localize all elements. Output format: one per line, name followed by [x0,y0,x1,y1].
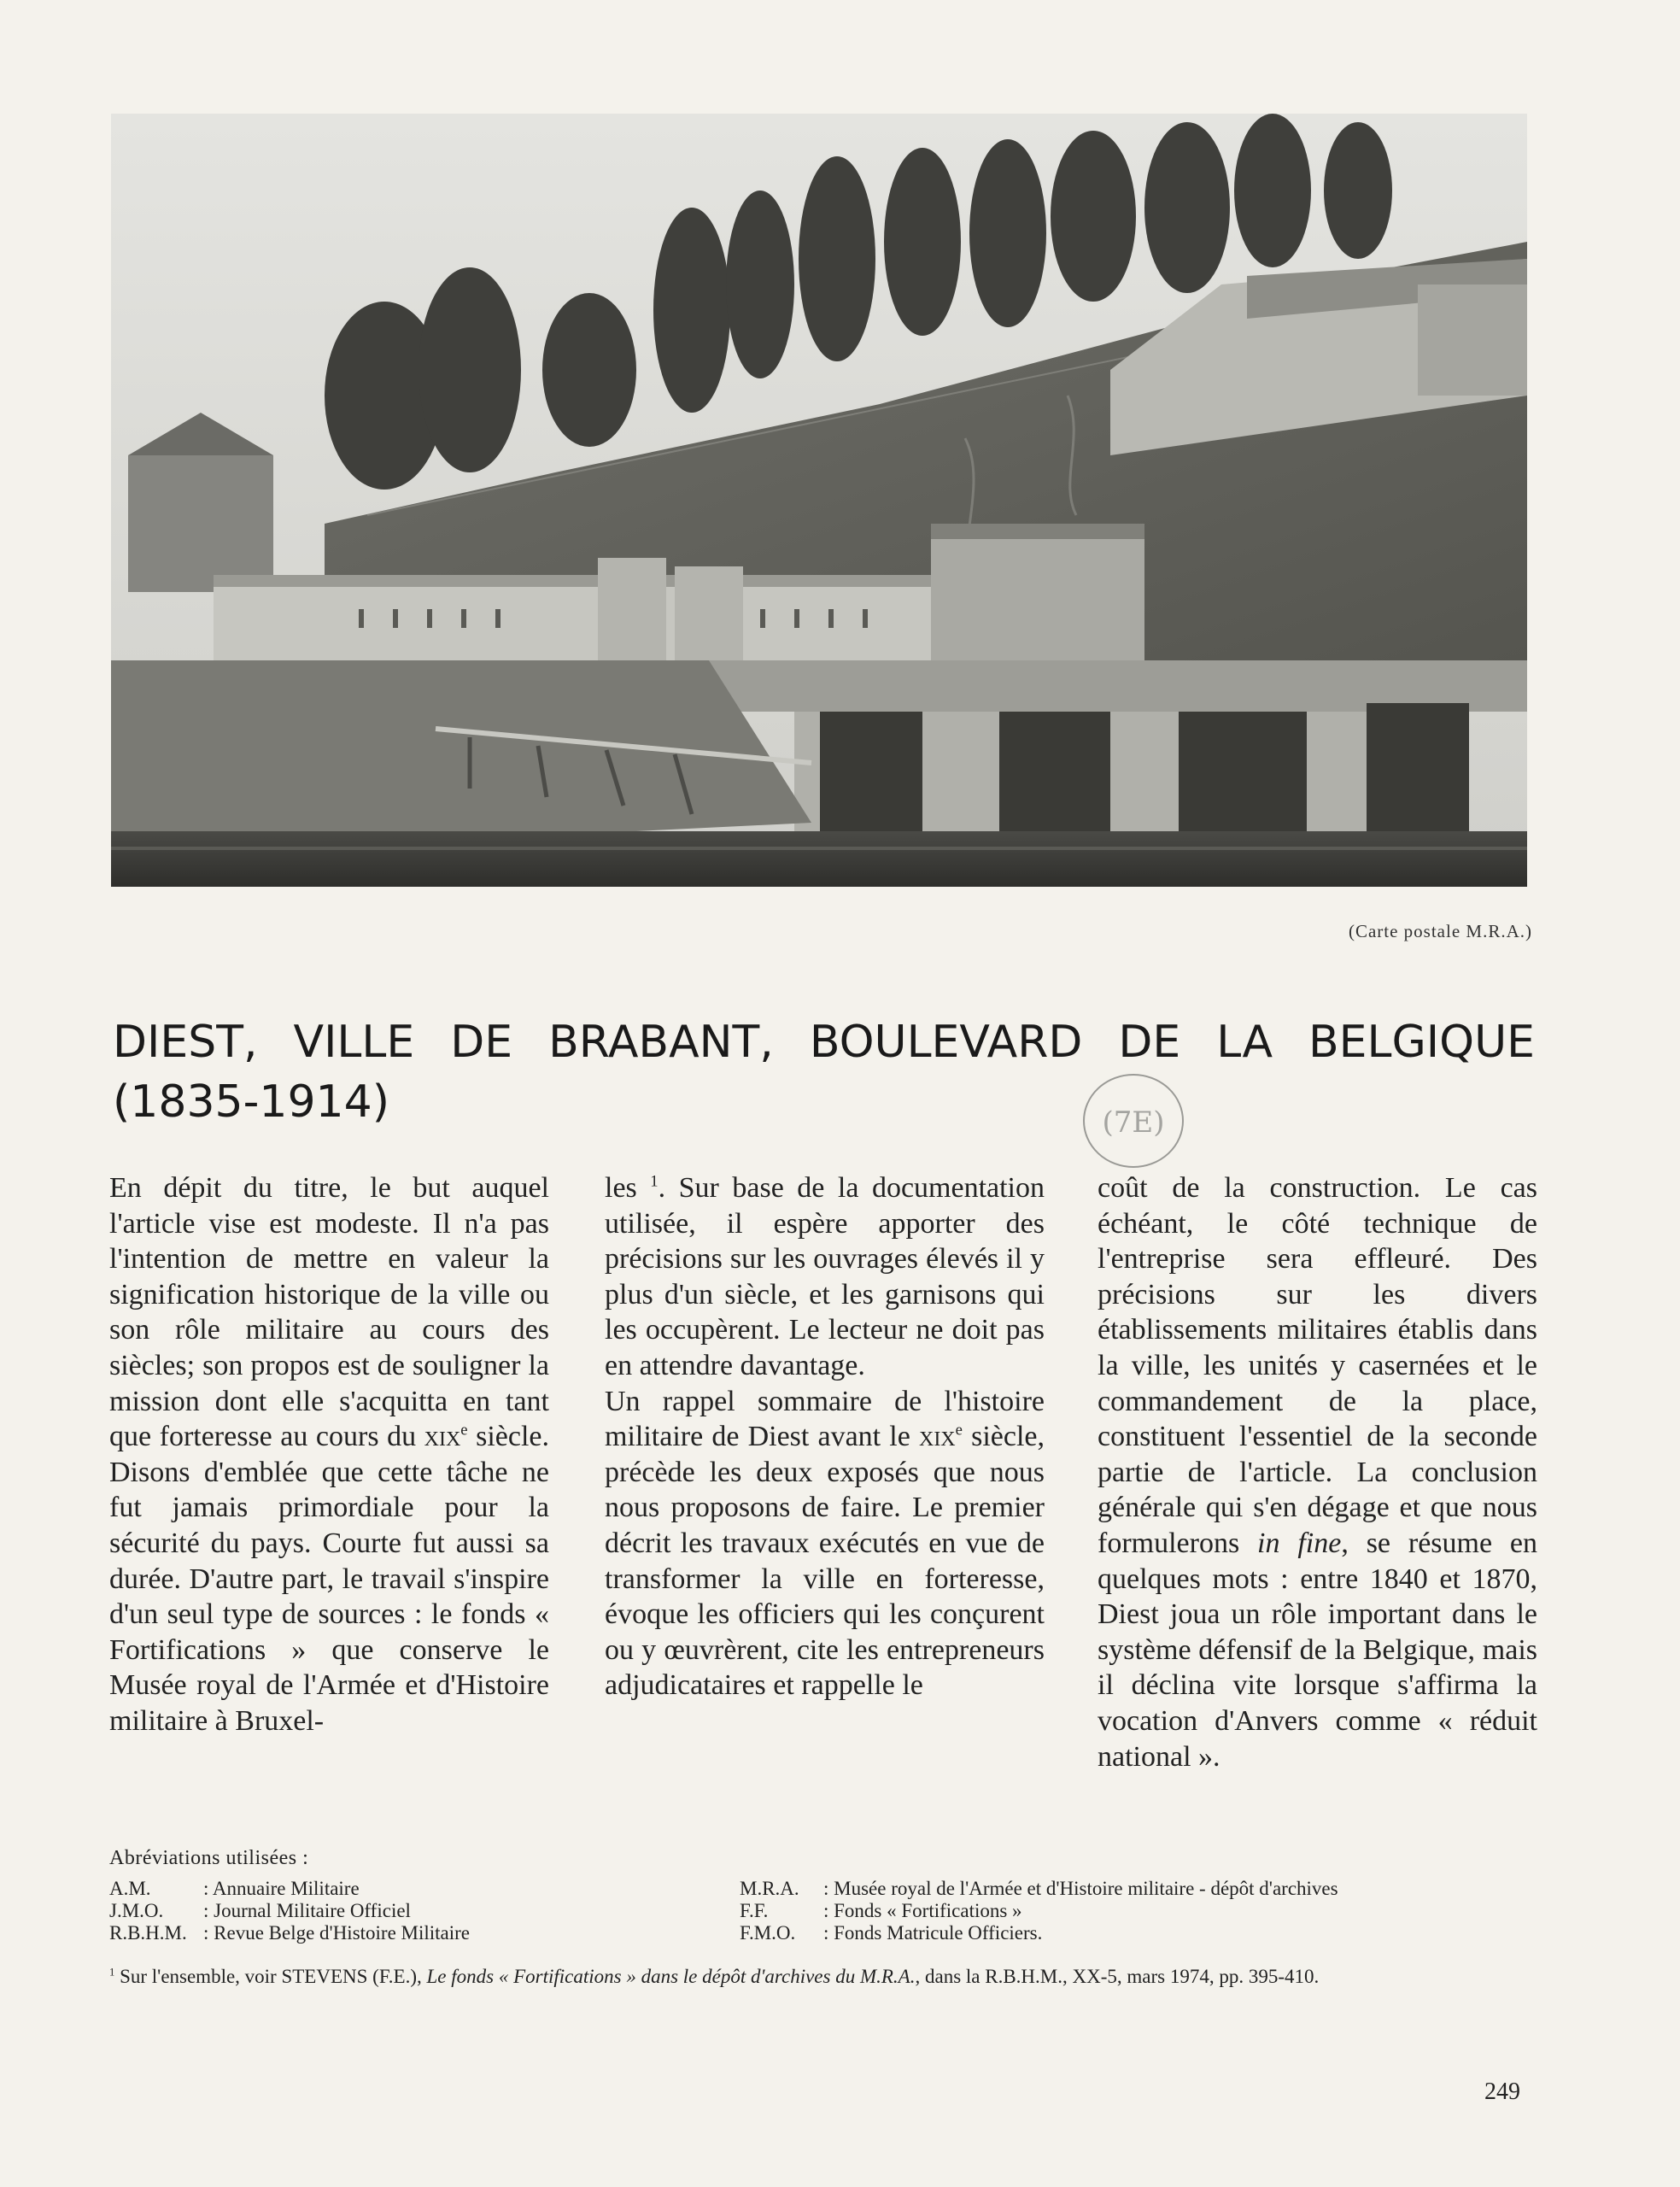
article-title-line2: (1835-1914) [113,1076,390,1128]
paragraph: Un rappel sommaire de l'histoire militaire de Diest avant le xix$^e$ siècle, précède les deux exposés que nous nous proposons de faire. Le premier décrit les travaux exécutés en vue de transformer la ville en forteresse, évoque les officiers qui les conçurent ou y œuvrèrent, cite les entrepreneurs adjudicataires et rappelle le [605,1385,1045,1702]
paragraph: coût de la construction. Le cas échéant, le côté technique de l'entreprise sera effleuré. Des précisions sur les divers établissements militaires établis dans la ville, les unités y casernées et le commandement de la place, constituent l'essentiel de la seconde partie de l'article. La conclusion générale qui s'en dégage et que nous formulerons in fine, se résume en quelques mots : entre 1840 et 1870, Diest joua un rôle important dans le système défensif de la Belgique, mais il déclina vite lorsque s'affirma la vocation d'Anvers comme « réduit national ». [1098,1172,1537,1773]
list-item: R.B.H.M. : Revue Belge d'Histoire Militaire [109,1922,471,1944]
list-item: F.F. : Fonds « Fortifications » [740,1900,1022,1921]
paragraph: En dépit du titre, le but auquel l'article vise est modeste. Il n'a pas l'intention de mettre en valeur la signification historique de la ville ou son rôle militaire au cours des siècles; son propos est de souligner la mission dont elle s'acquitta en tant que forteresse au cours du xix$^e$ siècle. Disons d'emblée que cette tâche ne fut jamais primordiale pour la sécurité du pays. Courte fut aussi sa durée. D'autre part, le travail s'inspire d'un seul type de sources : le fonds « Fortifications » que conserve le Musée royal de l'Armée et d'Histoire militaire à Bruxel- [109,1172,550,1737]
paragraph: les $^1$. Sur base de la documentation utilisée, il espère apporter des précisions sur les ouvrages élevés il y plus d'un siècle, et les garnisons qui les occupèrent. Le lecteur ne doit pas en attendre davantage. [605,1172,1045,1381]
article-title-line1: DIEST, VILLE DE BRABANT, BOULEVARD DE LA BELGIQUE [113,1017,1535,1068]
footnote-reference: 1 [650,1172,659,1191]
page-number: 249 [1484,2079,1520,2105]
abbreviations-heading: Abréviations utilisées : [109,1847,309,1869]
text-column-3 [1098,1170,1537,1774]
photo-caption: (Carte postale M.R.A.) [1348,921,1532,941]
text-column-1 [109,1170,549,1739]
footnote: $^1$ Sur l'ensemble, voir STEVENS (F.E.), Le fonds « Fortifications » dans le dépôt d'archives du M.R.A., dans la R.B.H.M., XX-5, mars 1974, pp. 395-410. [109,1966,1320,1987]
list-item: M.R.A. : Musée royal de l'Armée et d'Histoire militaire - dépôt d'archives [740,1878,1338,1899]
pencil-mark-text: (7E) [1102,1105,1165,1140]
list-item: A.M. : Annuaire Militaire [109,1878,360,1899]
archive-pencil-mark [1078,1065,1189,1176]
abbreviations-list-right [740,1878,1338,1944]
article-photograph [111,114,1527,887]
abbreviations-list-left [109,1878,470,1944]
article-title [113,1012,1535,1132]
text-column-2 [605,1170,1045,1703]
footnote-number: 1 [109,1966,115,1979]
fortress-illustration [111,114,1527,887]
list-item: J.M.O. : Journal Militaire Officiel [109,1900,411,1921]
list-item: F.M.O. : Fonds Matricule Officiers. [740,1922,1043,1944]
